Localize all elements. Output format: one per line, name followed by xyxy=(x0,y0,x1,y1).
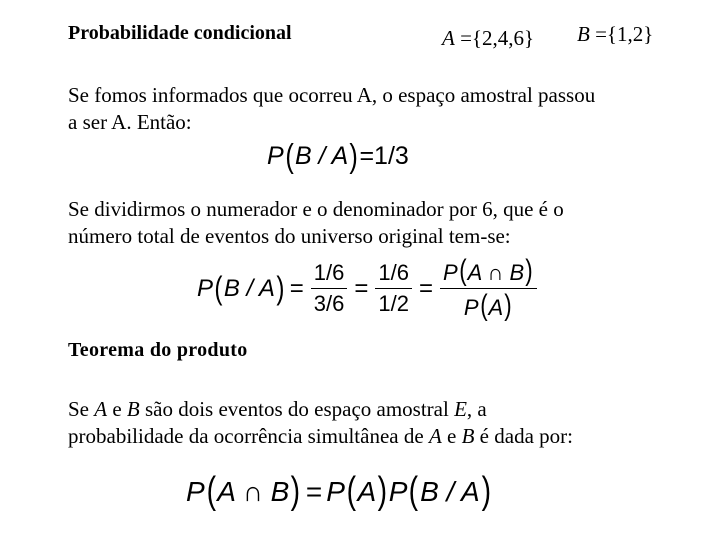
text-var: B xyxy=(461,424,475,448)
fraction-3 xyxy=(440,256,537,321)
fraction-1 xyxy=(311,260,348,317)
formula-inner: A ∩ B xyxy=(467,260,525,285)
text-run: é dada por: xyxy=(474,424,573,448)
formula-paren-open: ( xyxy=(458,254,467,287)
paragraph-conditional xyxy=(68,82,595,136)
formula-inner: B / A xyxy=(294,142,349,171)
set-a-definition xyxy=(442,26,534,51)
formula-rhs: =1/3 xyxy=(359,142,409,171)
page-title: Probabilidade condicional xyxy=(68,22,292,44)
formula-paren-open: ( xyxy=(479,289,488,322)
set-b-definition xyxy=(577,22,653,47)
paragraph-product-theorem xyxy=(68,396,573,450)
fraction-numerator: 1/6 xyxy=(375,260,412,289)
set-a-value: ={2,4,6} xyxy=(454,26,535,50)
set-b-value: ={1,2} xyxy=(589,22,654,46)
formula-conditional-result xyxy=(267,137,409,175)
text-run: e xyxy=(107,397,127,421)
text-run: Se xyxy=(68,397,95,421)
formula-p: P xyxy=(197,274,214,302)
paragraph-division xyxy=(68,196,564,250)
formula-p: P xyxy=(463,295,479,320)
formula-p: P xyxy=(267,142,284,171)
formula-p: P xyxy=(186,475,205,507)
formula-paren-open: ( xyxy=(285,137,294,175)
paragraph-line xyxy=(68,396,573,423)
paragraph-line: a ser A. Então: xyxy=(68,110,192,134)
formula-p: P xyxy=(442,260,458,285)
paragraph-line: número total de eventos do universo original tem-se: xyxy=(68,224,511,248)
formula-product-theorem xyxy=(186,470,492,512)
formula-paren-close: ) xyxy=(504,289,512,322)
formula-paren-close: ) xyxy=(349,137,359,175)
formula-paren-open: ( xyxy=(409,470,419,512)
text-var: A xyxy=(94,397,108,421)
formula-paren-close: ) xyxy=(290,470,301,512)
fraction-denominator: 3/6 xyxy=(313,291,345,316)
formula-inner: B / A xyxy=(223,274,275,302)
formula-paren-open: ( xyxy=(214,270,223,307)
text-run: e xyxy=(441,424,462,448)
formula-paren-close: ) xyxy=(377,470,388,512)
fraction-numerator: 1/6 xyxy=(311,260,348,289)
fraction-denominator xyxy=(461,289,516,321)
text-run: , a xyxy=(466,397,487,421)
paragraph-line: Se fomos informados que ocorreu A, o espaço amostral passou xyxy=(68,83,596,107)
formula-conditional-derivation xyxy=(197,256,540,321)
fraction-2 xyxy=(375,260,412,317)
formula-inner: A xyxy=(357,475,377,507)
set-a-label: A xyxy=(442,26,455,50)
formula-equals: = xyxy=(305,475,323,507)
paragraph-line: Se dividirmos o numerador e o denominador por 6, que é o xyxy=(68,197,564,221)
formula-p: P xyxy=(326,475,345,507)
formula-paren-open: ( xyxy=(206,470,216,512)
formula-equals: = xyxy=(418,274,433,302)
formula-paren-close: ) xyxy=(525,254,533,287)
formula-p: P xyxy=(388,475,408,507)
fraction-denominator: 1/2 xyxy=(378,291,409,316)
formula-inner: A ∩ B xyxy=(217,475,290,507)
formula-paren-close: ) xyxy=(481,470,491,512)
formula-equals: = xyxy=(289,274,304,302)
formula-inner: B / A xyxy=(420,475,480,507)
formula-paren-open: ( xyxy=(346,470,356,512)
fraction-numerator xyxy=(440,256,537,289)
formula-equals: = xyxy=(354,274,369,302)
text-var: B xyxy=(126,397,140,421)
formula-paren-close: ) xyxy=(276,270,285,307)
paragraph-line xyxy=(68,423,573,450)
section-title: Teorema do produto xyxy=(68,339,248,361)
formula-inner: A xyxy=(488,295,504,320)
text-var: A xyxy=(428,424,442,448)
text-var: E xyxy=(454,397,467,421)
text-run: são dois eventos do espaço amostral xyxy=(139,397,455,421)
text-run: probabilidade da ocorrência simultânea de xyxy=(68,424,429,448)
set-b-label: B xyxy=(577,22,590,46)
